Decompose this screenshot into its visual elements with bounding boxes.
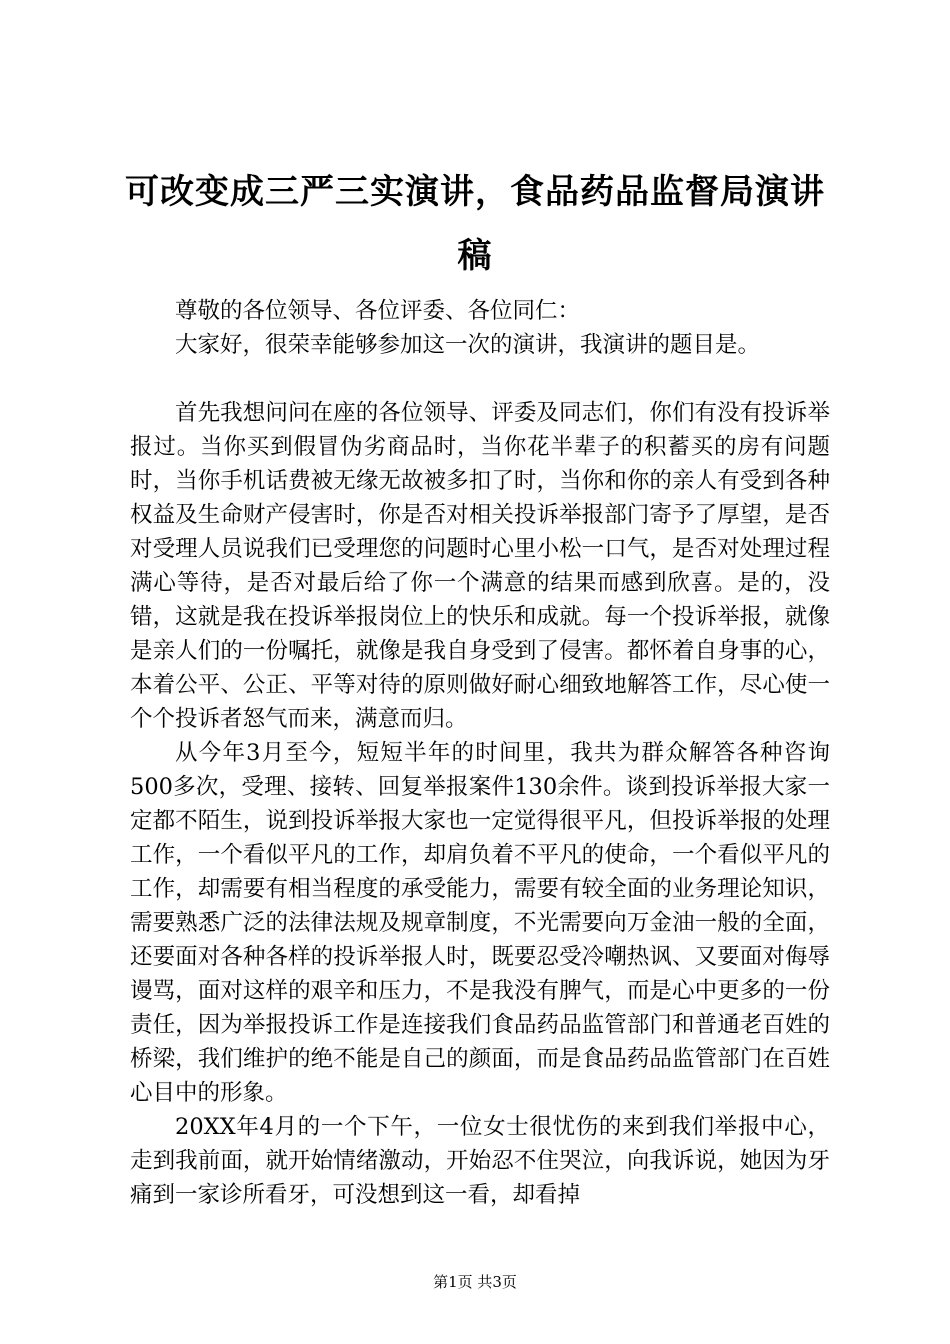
document-body <box>130 294 830 1212</box>
intro-paragraph: 大家好，很荣幸能够参加这一次的演讲，我演讲的题目是。 <box>175 332 761 358</box>
body-paragraph-2: 从今年3月至今，短短半年的时间里，我共为群众解答各种咨询500多次，受理、接转、回复举报案件130余件。谈到投诉举报大家一定都不陌生，说到投诉举报大家也一定觉得很平凡，但投诉举报的处理工作，一个看似平凡的工作，却肩负着不平凡的使命，一个看似平凡的工作，却需要有相当程度的承受能力，需要有较全面的业务理论知识，需要熟悉广泛的法律法规及规章制度，不光需要向万金油一般的全面，还要面对各种各样的投诉举报人时，既要忍受冷嘲热讽、又要面对侮辱谩骂，面对这样的艰辛和压力，不是我没有脾气，而是心中更多的一份责任，因为举报投诉工作是连接我们食品药品监管部门和普通老百姓的桥梁，我们维护的绝不能是自己的颜面，而是食品药品监管部门在百姓心目中的形象。 <box>130 740 830 1106</box>
body-paragraph-3: 20XX年4月的一个下午，一位女士很忧伤的来到我们举报中心，走到我前面，就开始情绪激动，开始忍不住哭泣，向我诉说，她因为牙痛到一家诊所看牙，可没想到这一看，却看掉 <box>130 1114 830 1208</box>
body-paragraph-1: 首先我想问问在座的各位领导、评委及同志们，你们有没有投诉举报过。当你买到假冒伪劣商品时，当你花半辈子的积蓄买的房有问题时，当你手机话费被无缘无故被多扣了时，当你和你的亲人有受到各种权益及生命财产侵害时，你是否对相关投诉举报部门寄予了厚望，是否对受理人员说我们已受理您的问题时心里小松一口气，是否对处理过程满心等待，是否对最后给了你一个满意的结果而感到欣喜。是的，没错，这就是我在投诉举报岗位上的快乐和成就。每一个投诉举报，就像是亲人们的一份嘱托，就像是我自身受到了侵害。都怀着自身事的心，本着公平、公正、平等对待的原则做好耐心细致地解答工作，尽心使一个个投诉者怒气而来，满意而归。 <box>130 400 830 732</box>
page-footer: 第1页 共3页 <box>433 1273 517 1291</box>
document-title: 可改变成三严三实演讲，食品药品监督局演讲稿 <box>125 172 825 276</box>
greeting-paragraph: 尊敬的各位领导、各位评委、各位同仁： <box>175 298 581 324</box>
